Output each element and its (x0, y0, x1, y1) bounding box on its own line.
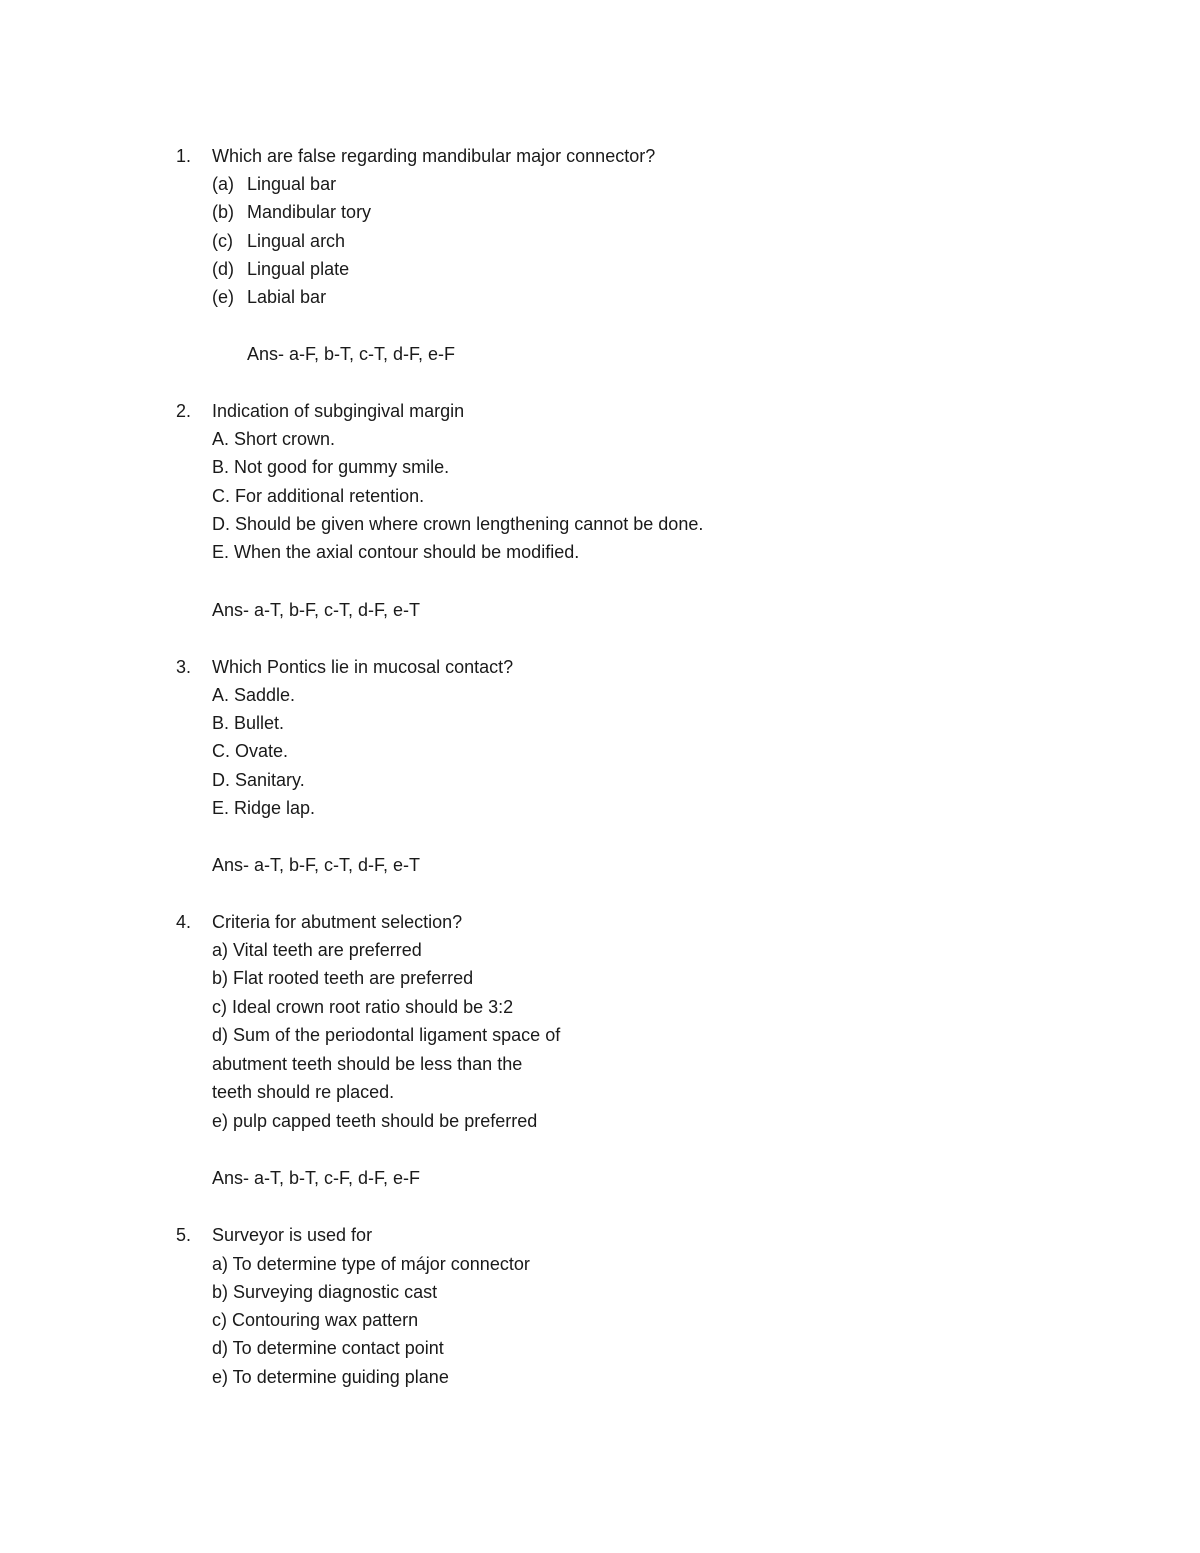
question-4-option-b: b) Flat rooted teeth are preferred (212, 968, 474, 988)
question-1-answer: Ans- a-F, b-T, c-T, d-F, e-F (247, 344, 456, 364)
question-4-option-d-line-3: teeth should re placed. (212, 1082, 395, 1102)
question-1-option-d-text: Lingual plate (247, 259, 350, 279)
question-4-text: Criteria for abutment selection? (212, 912, 463, 932)
question-1-option-b-text: Mandibular tory (247, 202, 372, 222)
question-1-text: Which are false regarding mandibular major connector? (212, 146, 656, 166)
question-2-text: Indication of subgingival margin (212, 401, 465, 421)
question-1-option-d-label: (d) (212, 259, 234, 279)
question-5-option-b: b) Surveying diagnostic cast (212, 1282, 438, 1302)
question-3-option-e: E. Ridge lap. (212, 798, 316, 818)
question-3-answer: Ans- a-T, b-F, c-T, d-F, e-T (212, 855, 421, 875)
question-2-option-b: B. Not good for gummy smile. (212, 457, 450, 477)
question-1-option-b-label: (b) (212, 202, 234, 222)
question-1-option-c-text: Lingual arch (247, 231, 346, 251)
question-5-number: 5. (176, 1225, 192, 1245)
question-3-option-a: A. Saddle. (212, 685, 296, 705)
question-4-option-e: e) pulp capped teeth should be preferred (212, 1111, 538, 1131)
question-4-number: 4. (176, 912, 192, 932)
question-2-option-d: D. Should be given where crown lengthening cannot be done. (212, 514, 704, 534)
question-5-option-a: a) To determine type of májor connector (212, 1254, 530, 1274)
question-1-number: 1. (176, 146, 192, 166)
question-5-option-e: e) To determine guiding plane (212, 1367, 449, 1387)
question-5-option-d: d) To determine contact point (212, 1338, 444, 1358)
question-4-option-a: a) Vital teeth are preferred (212, 940, 422, 960)
question-5-option-c: c) Contouring wax pattern (212, 1310, 419, 1330)
question-3-option-b: B. Bullet. (212, 713, 285, 733)
question-4-option-d-line-1: d) Sum of the periodontal ligament space of (212, 1025, 561, 1045)
question-2-answer: Ans- a-T, b-F, c-T, d-F, e-T (212, 600, 421, 620)
question-3-option-c: C. Ovate. (212, 741, 289, 761)
question-3-text: Which Pontics lie in mucosal contact? (212, 657, 514, 677)
question-3-option-d: D. Sanitary. (212, 770, 305, 790)
question-2-option-c: C. For additional retention. (212, 486, 425, 506)
question-2-option-e: E. When the axial contour should be modified. (212, 542, 580, 562)
question-3-number: 3. (176, 657, 192, 677)
question-1-option-a-text: Lingual bar (247, 174, 337, 194)
question-1-option-e-label: (e) (212, 287, 234, 307)
question-1-option-e-text: Labial bar (247, 287, 327, 307)
question-5-text: Surveyor is used for (212, 1225, 373, 1245)
question-2-option-a: A. Short crown. (212, 429, 336, 449)
question-4-answer: Ans- a-T, b-T, c-F, d-F, e-F (212, 1168, 421, 1188)
question-1-option-c-label: (c) (212, 231, 233, 251)
question-2-number: 2. (176, 401, 192, 421)
question-4-option-d-line-2: abutment teeth should be less than the (212, 1054, 523, 1074)
question-4-option-c: c) Ideal crown root ratio should be 3:2 (212, 997, 514, 1017)
question-1-option-a-label: (a) (212, 174, 234, 194)
